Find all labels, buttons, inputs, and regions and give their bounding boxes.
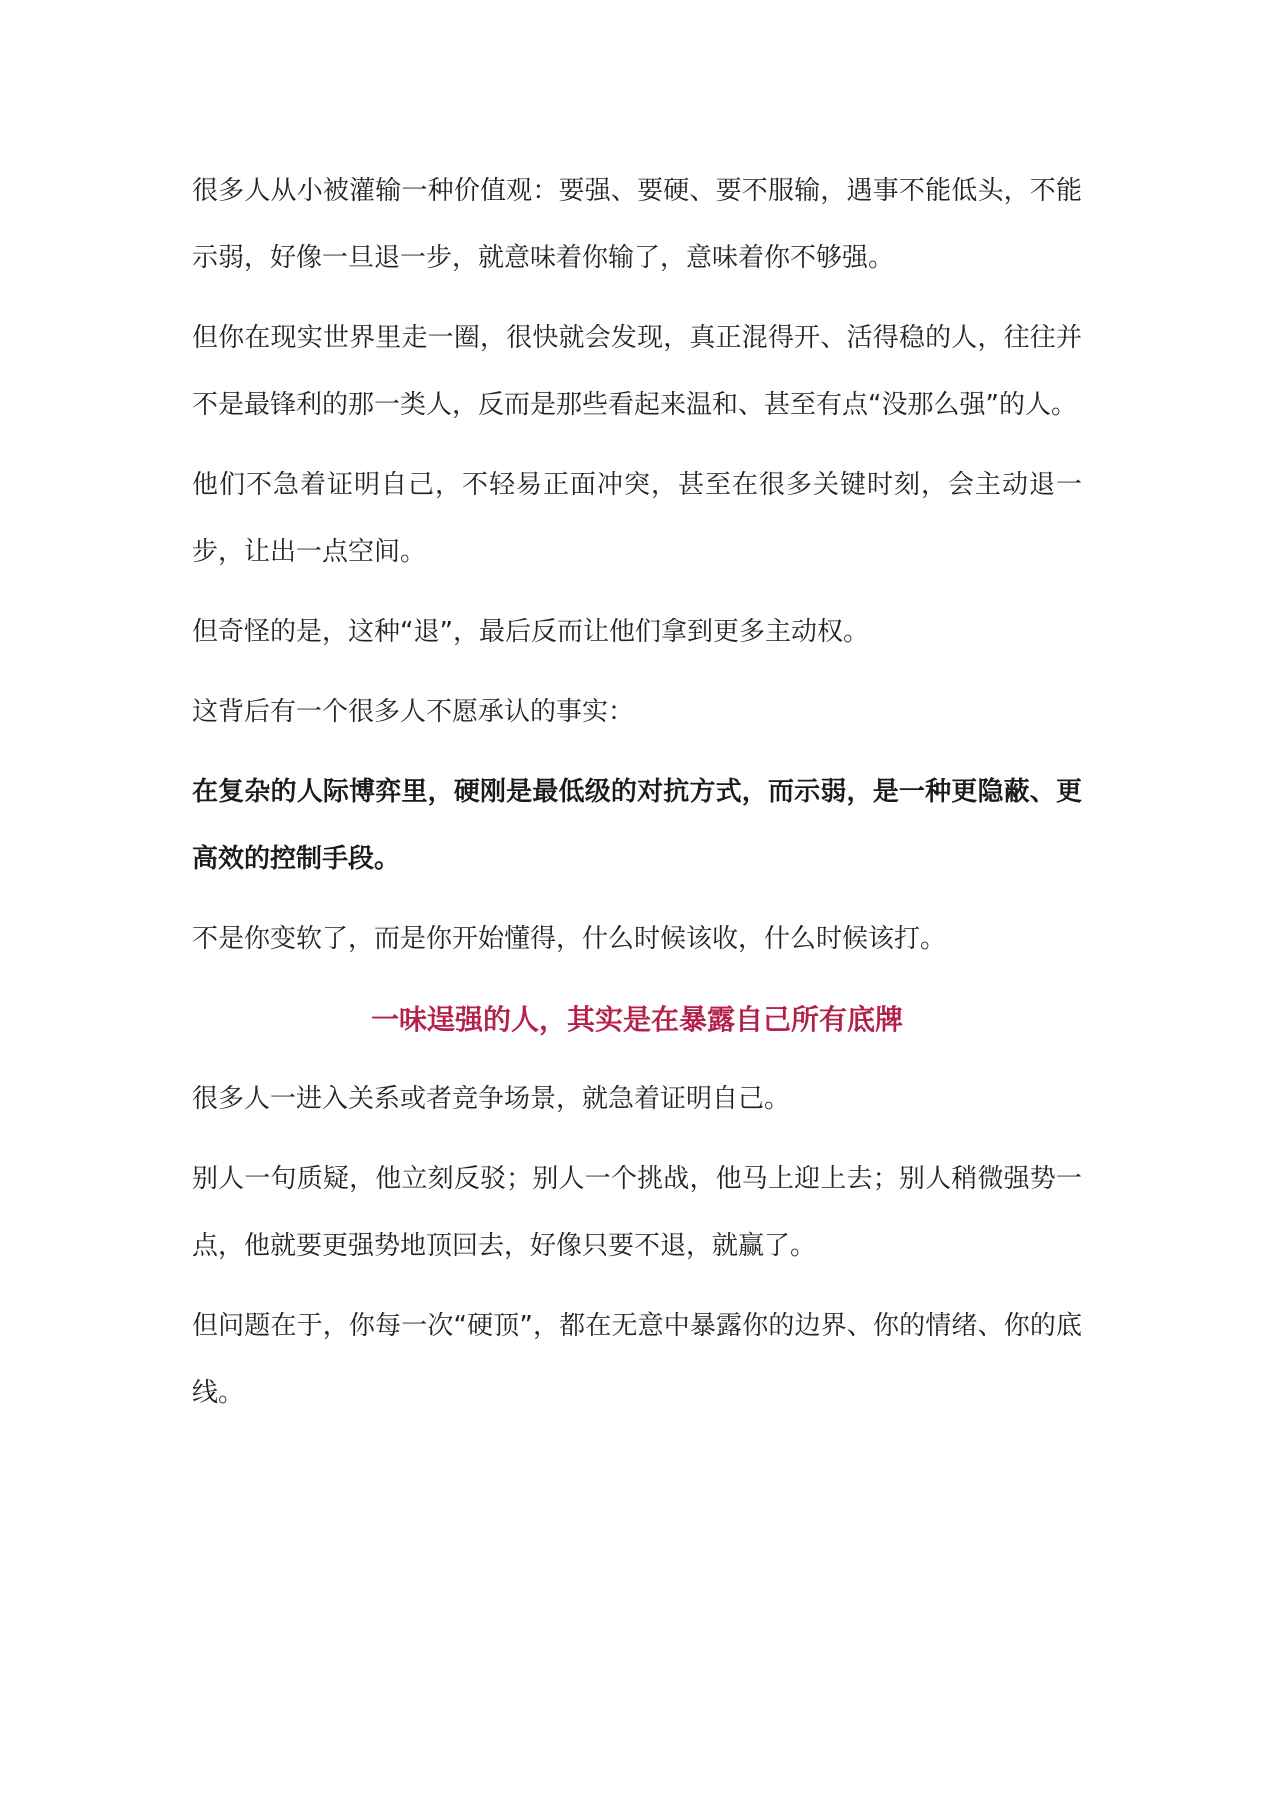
paragraph: 他们不急着证明自己，不轻易正面冲突，甚至在很多关键时刻，会主动退一步，让出一点空间。 (192, 470, 1082, 567)
paragraph: 不是你变软了，而是你开始懂得，什么时候该收，什么时候该打。 (192, 924, 947, 954)
paragraph: 很多人一进入关系或者竞争场景，就急着证明自己。 (192, 1084, 791, 1114)
paragraph: 但问题在于，你每一次“硬顶”，都在无意中暴露你的边界、你的情绪、你的底线。 (192, 1311, 1082, 1408)
section-heading: 一味逞强的人，其实是在暴露自己所有底牌 (370, 1003, 903, 1036)
paragraph: 很多人从小被灌输一种价值观：要强、要硬、要不服输，遇事不能低头，不能示弱，好像一旦退一步，就意味着你输了，意味着你不够强。 (192, 176, 1082, 273)
paragraph: 这背后有一个很多人不愿承认的事实： (192, 697, 635, 727)
paragraph: 别人一句质疑，他立刻反驳；别人一个挑战，他马上迎上去；别人稍微强势一点，他就要更强势地顶回去，好像只要不退，就赢了。 (192, 1164, 1082, 1261)
key-statement: 在复杂的人际博弈里，硬刚是最低级的对抗方式，而示弱，是一种更隐蔽、更高效的控制手段。 (192, 777, 1082, 874)
article-body (192, 158, 1082, 1440)
paragraph: 但奇怪的是，这种“退”，最后反而让他们拿到更多主动权。 (192, 617, 869, 647)
paragraph: 但你在现实世界里走一圈，很快就会发现，真正混得开、活得稳的人，往往并不是最锋利的那一类人，反而是那些看起来温和、甚至有点“没那么强”的人。 (192, 323, 1082, 420)
